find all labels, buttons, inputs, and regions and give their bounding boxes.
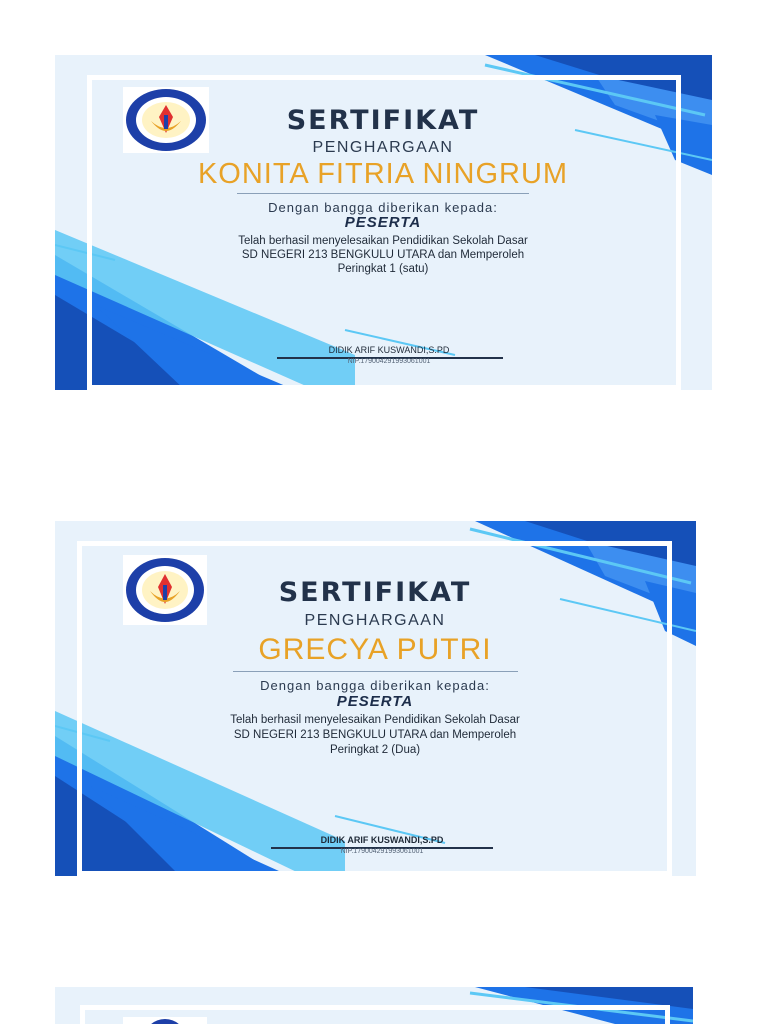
body-line-3: Peringkat 1 (satu) [337,263,429,275]
certificate-3-partial [55,987,693,1024]
signer-nip: NIP.179004291993061001 [347,358,431,365]
body-line-2: SD NEGERI 213 BENGKULU UTARA dan Memperoleh [233,729,517,741]
certificate-subtitle: PENGHARGAAN [304,612,446,629]
recipient-name: KONITA FITRIA NINGRUM [197,158,569,190]
certificate-1 [55,55,712,390]
given-to-text: Dengan bangga diberikan kepada: [260,678,490,693]
body-line-2: SD NEGERI 213 BENGKULU UTARA dan Memperoleh [241,249,525,261]
name-underline [233,671,518,672]
body-line-1: Telah berhasil menyelesaikan Pendidikan Sekolah Dasar [230,714,520,726]
signer-nip: NIP.179004291993061001 [340,848,424,855]
role-label: PESERTA [344,214,422,231]
certificate-title: SERTIFIKAT [278,577,472,608]
given-to-text: Dengan bangga diberikan kepada: [268,200,498,215]
certificate-subtitle: PENGHARGAAN [312,139,454,156]
signer-name: DIDIK ARIF KUSWANDI,S.PD [320,835,444,845]
body-line-1: Telah berhasil menyelesaikan Pendidikan Sekolah Dasar [238,235,528,247]
school-emblem-icon [123,1017,207,1024]
body-line-3: Peringkat 2 (Dua) [329,744,421,756]
certificate-title: SERTIFIKAT [286,105,480,136]
recipient-name: GRECYA PUTRI [258,633,492,666]
certificate-2 [55,521,696,876]
role-label: PESERTA [336,693,414,710]
name-underline [237,193,529,194]
signer-name: DIDIK ARIF KUSWANDI,S.PD [328,345,450,355]
